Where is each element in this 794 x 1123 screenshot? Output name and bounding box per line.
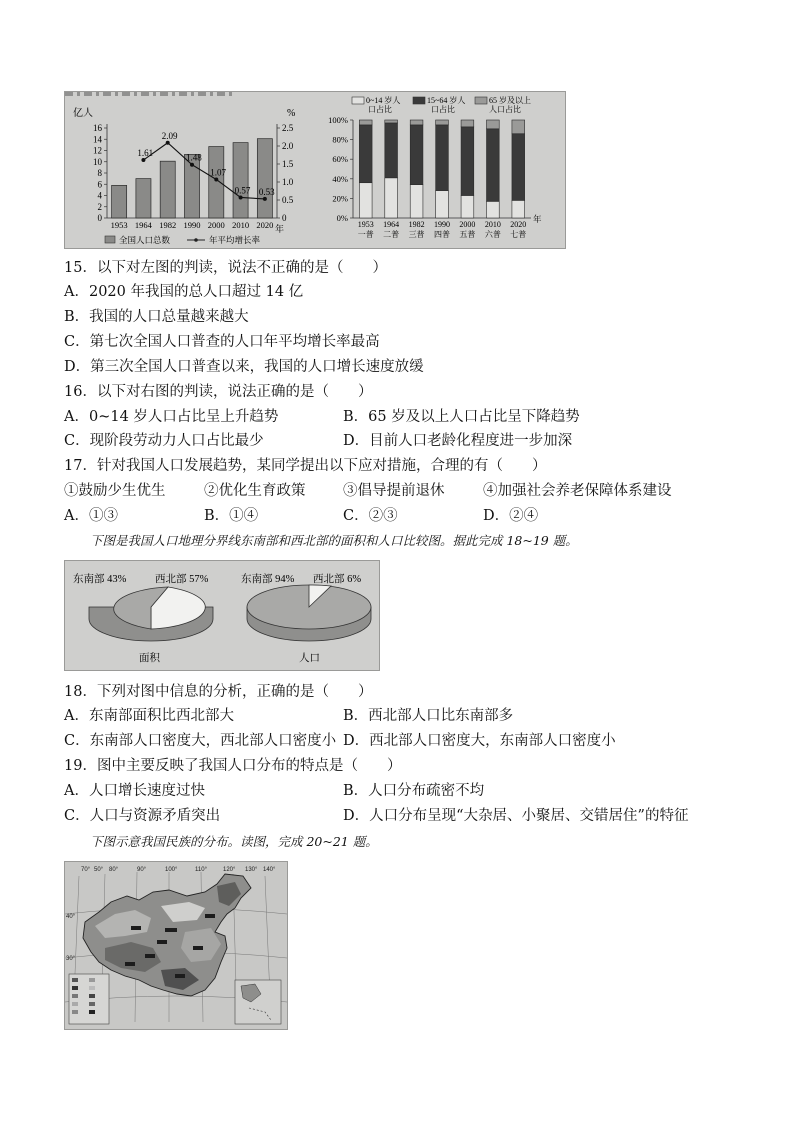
growth-rate-label: 1.61 <box>137 148 154 159</box>
charts-svg <box>65 92 565 248</box>
area-caption: 面积 <box>139 653 160 664</box>
lon-label: 120° <box>223 867 236 873</box>
q16-option-b[interactable]: B．65 岁及以上人口占比呈下降趋势 <box>343 409 580 425</box>
growth-rate-point <box>190 163 194 167</box>
bar-segment-65-plus <box>461 120 474 127</box>
left-x-tick-label: 2010 <box>232 220 250 230</box>
q17-statement-1: ①鼓励少生优生 <box>64 483 166 499</box>
area-label-southeast: 东南部 43% <box>73 574 127 585</box>
q17-option-d[interactable]: D．②④ <box>483 508 539 524</box>
bar-segment-0-14 <box>436 191 449 218</box>
bar-segment-15-64 <box>410 125 423 185</box>
bar-segment-0-14 <box>512 200 525 218</box>
right-y-unit: % <box>287 108 296 119</box>
legend-15-64-line1: 15~64 岁人 <box>427 96 466 105</box>
right-y-ticks <box>277 123 294 223</box>
growth-rate-point <box>239 195 243 199</box>
left-y-tick-label: 4 <box>97 190 102 201</box>
q15-option-a[interactable]: A．2020 年我国的总人口超过 14 亿 <box>64 284 304 300</box>
growth-rate-label: 1.48 <box>186 152 202 163</box>
left-y-tick-label: 14 <box>93 134 102 145</box>
left-x-tick-label: 1982 <box>159 220 177 230</box>
map-svg <box>65 862 287 1029</box>
legend-15-64-line2: 口占比 <box>431 105 455 114</box>
right-x-sub-label: 四普 <box>434 230 450 239</box>
right-chart-y-tick-label: 80% <box>332 134 348 145</box>
q15-option-b[interactable]: B．我国的人口总量越来越大 <box>64 309 249 325</box>
legend-swatch-total <box>105 236 115 243</box>
population-bar <box>257 139 272 218</box>
left-y-tick-label: 12 <box>93 145 102 156</box>
lon-label: 130° <box>245 867 258 873</box>
bar-segment-0-14 <box>385 178 398 218</box>
left-chart <box>73 106 295 245</box>
right-y-tick-label: 0.5 <box>282 195 294 205</box>
lon-label: 50° <box>94 867 104 873</box>
right-x-tick-label: 2000 <box>459 220 476 229</box>
lat-label: 40° <box>66 914 76 920</box>
left-y-tick-label: 2 <box>97 201 102 212</box>
population-label-northwest: 西北部 6% <box>313 574 362 585</box>
right-chart-y-tick-label: 100% <box>328 115 348 125</box>
q16-option-d[interactable]: D．目前人口老龄化程度进一步加深 <box>343 433 573 449</box>
growth-rate-label: 0.57 <box>234 185 251 196</box>
right-y-tick-label: 0 <box>282 213 287 223</box>
q17-option-c[interactable]: C．②③ <box>343 508 398 524</box>
right-x-tick-label: 1990 <box>434 220 450 229</box>
population-caption: 人口 <box>299 653 320 664</box>
right-x-sub-label: 一普 <box>357 230 374 239</box>
right-x-tick-label: 2010 <box>484 220 501 229</box>
growth-rate-label: 0.53 <box>258 186 275 197</box>
bar-segment-65-plus <box>385 120 398 123</box>
lon-label: 80° <box>109 867 119 873</box>
right-chart-y-tick-label: 60% <box>332 154 348 165</box>
legend-65-line1: 65 岁及以上 <box>489 96 531 105</box>
right-x-labels <box>358 220 527 239</box>
q16-option-a[interactable]: A．0~14 岁人口占比呈上升趋势 <box>64 409 279 425</box>
area-label-northwest: 西北部 57% <box>155 574 209 585</box>
bar-segment-15-64 <box>359 125 372 183</box>
population-bars <box>112 139 273 218</box>
q15-option-c[interactable]: C．第七次全国人口普查的人口年平均增长率最高 <box>64 334 380 350</box>
bar-segment-0-14 <box>410 185 423 218</box>
bar-segment-65-plus <box>512 120 525 134</box>
population-charts-figure <box>64 91 566 249</box>
legend-swatch-0-14 <box>352 97 364 104</box>
population-bar <box>233 143 248 218</box>
bar-segment-15-64 <box>487 129 500 202</box>
age-structure-bars <box>359 120 524 218</box>
left-x-tick-label: 2020 <box>256 220 274 230</box>
lat-label: 30° <box>66 956 76 962</box>
left-y-tick-label: 8 <box>97 168 102 178</box>
right-chart-y-tick-label: 0% <box>336 213 348 223</box>
legend-0-14-line2: 口占比 <box>368 105 392 114</box>
right-x-sub-label: 三普 <box>408 230 425 239</box>
population-bar <box>136 179 151 218</box>
q19-stem: 19．图中主要反映了我国人口分布的特点是（ ） <box>64 758 402 774</box>
legend-total-label: 全国人口总数 <box>119 235 171 245</box>
growth-rate-label: 2.09 <box>161 130 178 141</box>
right-x-tick-label: 1953 <box>357 220 374 229</box>
right-chart-y-tick-label: 40% <box>332 173 348 184</box>
legend-swatch-15-64 <box>413 97 425 104</box>
growth-rate-point <box>141 158 145 162</box>
left-x-tick-label: 2000 <box>207 220 225 230</box>
right-x-tick-label: 1964 <box>383 220 400 229</box>
left-y-tick-label: 16 <box>93 123 102 133</box>
right-x-sub-label: 七普 <box>510 230 527 239</box>
q17-statement-4: ④加强社会养老保障体系建设 <box>483 483 672 499</box>
q18-option-b[interactable]: B．西北部人口比东南部多 <box>343 708 514 724</box>
q19-option-b[interactable]: B．人口分布疏密不均 <box>343 783 485 799</box>
q17-stem: 17．针对我国人口发展趋势，某同学提出以下应对措施，合理的有（ ） <box>64 458 547 474</box>
intro-18-19: 下图是我国人口地理分界线东南部和西北部的面积和人口比较图。据此完成 18~19 题。 <box>90 533 578 548</box>
left-x-unit: 年 <box>275 224 285 234</box>
left-y-tick-label: 6 <box>97 179 102 190</box>
right-y-tick-label: 2.0 <box>282 141 294 151</box>
area-pie <box>73 572 213 664</box>
lon-label: 90° <box>137 867 147 873</box>
right-x-sub-label: 五普 <box>459 230 476 239</box>
lon-label: 110° <box>195 867 207 873</box>
population-bar <box>209 147 227 218</box>
right-x-unit: 年 <box>533 214 542 224</box>
lon-label: 100° <box>165 867 178 873</box>
growth-rate-point <box>214 177 218 181</box>
q18-option-c[interactable]: C．东南部人口密度大，西北部人口密度小 <box>64 733 337 749</box>
bar-segment-65-plus <box>436 120 449 125</box>
q17-statement-3: ③倡导提前退休 <box>343 483 445 499</box>
population-label-southeast: 东南部 94% <box>241 574 295 585</box>
growth-rate-point <box>263 197 267 201</box>
bar-segment-0-14 <box>359 183 372 218</box>
q19-option-c[interactable]: C．人口与资源矛盾突出 <box>64 808 221 824</box>
q16-option-c[interactable]: C．现阶段劳动力人口占比最少 <box>64 433 264 449</box>
lon-label: 140° <box>263 867 276 873</box>
bar-segment-65-plus <box>487 120 500 129</box>
right-x-tick-label: 1982 <box>408 220 425 229</box>
bar-segment-0-14 <box>487 201 500 218</box>
legend-0-14-line1: 0~14 岁人 <box>366 96 401 105</box>
q17-option-a[interactable]: A．①③ <box>64 508 118 524</box>
right-chart <box>328 95 542 239</box>
bar-segment-15-64 <box>512 134 525 201</box>
left-y-tick-label: 10 <box>93 156 102 167</box>
q19-option-d[interactable]: D．人口分布呈现“大杂居、小聚居、交错居住”的特征 <box>343 808 689 824</box>
left-x-labels <box>111 220 274 230</box>
q18-option-d[interactable]: D．西北部人口密度大，东南部人口密度小 <box>343 733 616 749</box>
right-x-tick-label: 2020 <box>510 220 527 229</box>
q18-stem: 18．下列对图中信息的分析，正确的是（ ） <box>64 684 373 700</box>
legend-marker-rate <box>194 238 198 242</box>
legend-rate-label: 年平均增长率 <box>209 235 261 245</box>
pies-svg <box>65 561 379 670</box>
left-x-tick-label: 1990 <box>183 220 201 230</box>
left-x-tick-label: 1953 <box>110 220 128 230</box>
bar-segment-15-64 <box>436 125 449 191</box>
population-bar <box>160 161 175 218</box>
right-chart-y-tick-label: 20% <box>332 193 348 204</box>
area-population-pie-figure <box>64 560 380 671</box>
bar-segment-15-64 <box>385 123 398 178</box>
bar-segment-0-14 <box>461 195 474 218</box>
q18-option-a[interactable]: A．东南部面积比西北部大 <box>64 708 234 724</box>
left-x-tick-label: 1964 <box>134 220 152 230</box>
right-y-tick-label: 2.5 <box>282 123 294 133</box>
growth-rate-point <box>166 141 170 145</box>
left-y-tick-label: 0 <box>97 213 102 223</box>
population-pie <box>241 572 371 664</box>
right-chart-y-ticks <box>328 115 531 223</box>
right-y-tick-label: 1.5 <box>282 159 294 169</box>
intro-20-21: 下图示意我国民族的分布。读图，完成 20~21 题。 <box>90 834 378 849</box>
ethnic-distribution-map <box>64 861 288 1030</box>
right-y-tick-label: 1.0 <box>282 177 294 187</box>
bar-segment-15-64 <box>461 127 474 196</box>
q15-option-d[interactable]: D．第三次全国人口普查以来，我国的人口增长速度放缓 <box>64 359 424 375</box>
growth-rate-line <box>137 131 275 201</box>
q17-statement-2: ②优化生育政策 <box>204 483 306 499</box>
legend-65-line2: 人口占比 <box>489 105 521 114</box>
q17-option-b[interactable]: B．①④ <box>204 508 259 524</box>
q16-stem: 16．以下对右图的判读，说法正确的是（ ） <box>64 384 373 400</box>
left-y-unit: 亿人 <box>73 108 93 119</box>
bar-segment-65-plus <box>359 120 372 125</box>
right-x-sub-label: 二普 <box>383 230 400 239</box>
legend-swatch-65-plus <box>475 97 487 104</box>
growth-rate-label: 1.07 <box>210 167 227 178</box>
right-x-sub-label: 六普 <box>484 230 501 239</box>
q19-option-a[interactable]: A．人口增长速度过快 <box>64 783 205 799</box>
population-bar <box>112 185 127 218</box>
lon-label: 70° <box>81 867 91 873</box>
bar-segment-65-plus <box>410 120 423 125</box>
q15-stem: 15．以下对左图的判读，说法不正确的是（ ） <box>64 260 387 276</box>
